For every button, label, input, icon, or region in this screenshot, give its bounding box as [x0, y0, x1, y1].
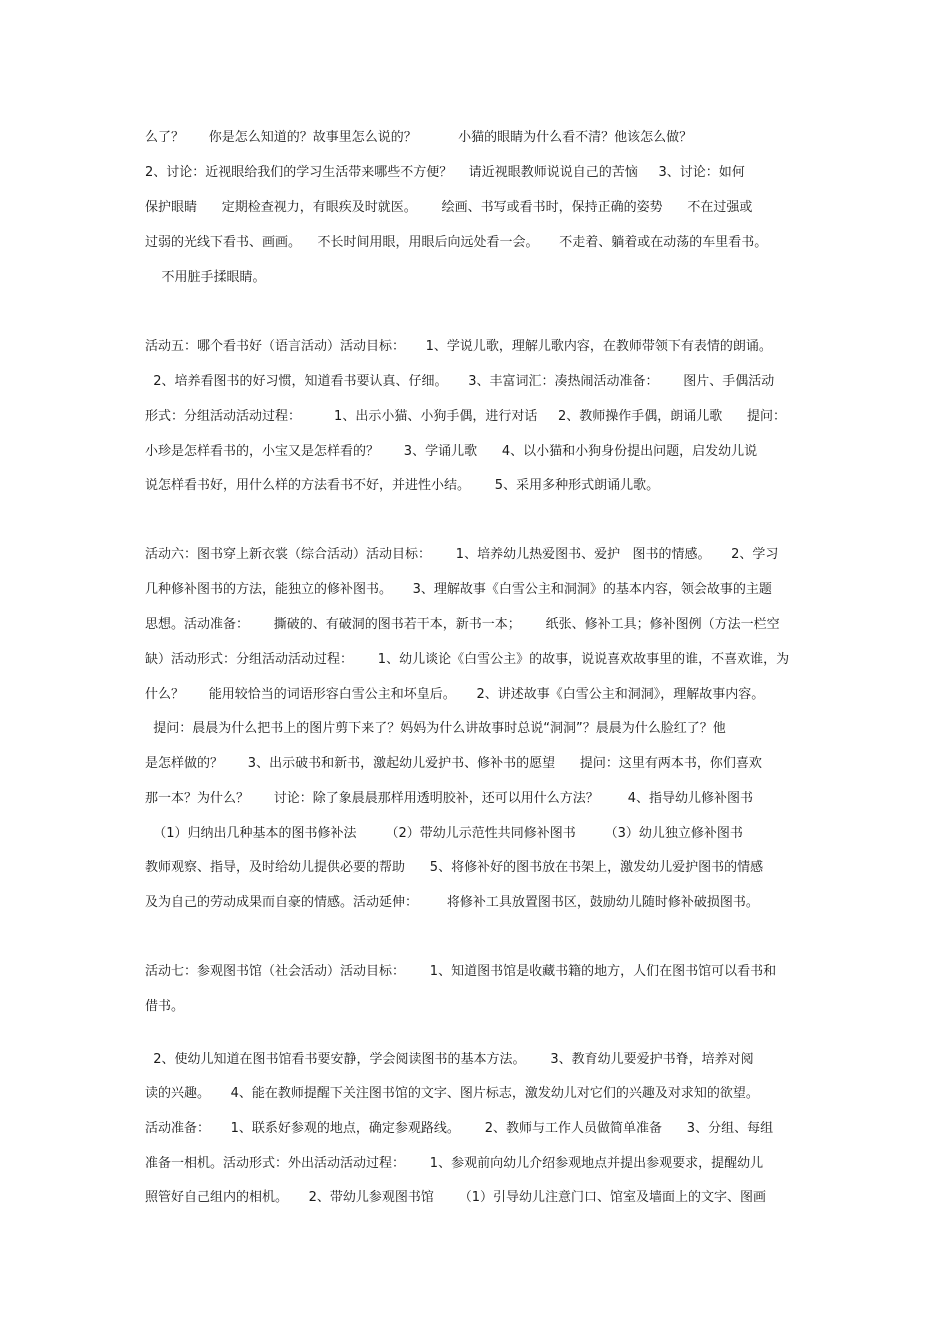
- text-line: 提问：晨晨为什么把书上的图片剪下来了？妈妈为什么讲故事时总说“洞洞”？晨晨为什么脸红了？他: [145, 721, 726, 736]
- text-line: 借书。: [145, 999, 185, 1014]
- text-line: 活动六：图书穿上新衣裳（综合活动）活动目标： 1、培养幼儿热爱图书、爱护 图书的情感。 2、学习: [145, 547, 779, 562]
- text-line: 么了？ 你是怎么知道的？故事里怎么说的？ 小猫的眼睛为什么看不清？他该怎么做？: [145, 130, 693, 145]
- text-line: （1）归纳出几种基本的图书修补法 （2）带幼儿示范性共同修补图书 （3）幼儿独立修补图书: [145, 826, 743, 841]
- text-line: 说怎样看书好，用什么样的方法看书不好，并进性小结。 5、采用多种形式朗诵儿歌。: [145, 478, 660, 493]
- text-line: 什么？ 能用较恰当的词语形容白雪公主和坏皇后。 2、讲述故事《白雪公主和洞洞》，理解故事内容。: [145, 687, 765, 702]
- text-line: 保护眼睛 定期检查视力，有眼疾及时就医。 绘画、书写或看书时，保持正确的姿势 不在过强或: [145, 200, 753, 215]
- text-line: 2、使幼儿知道在图书馆看书要安静，学会阅读图书的基本方法。 3、教育幼儿要爱护书脊，培养对阅: [145, 1052, 754, 1067]
- text-line: 教师观察、指导，及时给幼儿提供必要的帮助 5、将修补好的图书放在书架上，激发幼儿爱护图书的情感: [145, 860, 764, 875]
- text-line: 准备一相机。活动形式：外出活动活动过程： 1、参观前向幼儿介绍参观地点并提出参观要求，提醒幼儿: [145, 1156, 764, 1171]
- text-line: 不用脏手揉眼睛。: [145, 270, 266, 285]
- text-line: 2、培养看图书的好习惯，知道看书要认真、仔细。 3、丰富词汇：凑热闹活动准备： 图片、手偶活动: [145, 374, 775, 389]
- text-line: 缺）活动形式：分组活动活动过程： 1、幼儿谈论《白雪公主》的故事，说说喜欢故事里的谁，不喜欢谁，为: [145, 652, 790, 667]
- text-line: 读的兴趣。 4、能在教师提醒下关注图书馆的文字、图片标志，激发幼儿对它们的兴趣及对求知的欲望。: [145, 1086, 759, 1101]
- text-line: 思想。活动准备： 撕破的、有破洞的图书若干本，新书一本； 纸张、修补工具；修补图例（方法一栏空: [145, 617, 780, 632]
- text-line: 及为自己的劳动成果而自豪的情感。活动延伸： 将修补工具放置图书区，鼓励幼儿随时修补破损图书。: [145, 895, 759, 910]
- text-line: 活动准备： 1、联系好参观的地点，确定参观路线。 2、教师与工作人员做简单准备 3、分组、每组: [145, 1121, 774, 1136]
- text-line: 那一本？为什么？ 讨论：除了象晨晨那样用透明胶补，还可以用什么方法？ 4、指导幼儿修补图书: [145, 791, 753, 806]
- text-line: 照管好自己组内的相机。 2、带幼儿参观图书馆 （1）引导幼儿注意门口、馆室及墙面上的文字、图画: [145, 1190, 766, 1205]
- text-line: 活动七：参观图书馆（社会活动）活动目标： 1、知道图书馆是收藏书籍的地方，人们在图书馆可以看书和: [145, 964, 777, 979]
- text-line: 2、讨论：近视眼给我们的学习生活带来哪些不方便？ 请近视眼教师说说自己的苦恼 3、讨论：如何: [145, 165, 745, 180]
- text-line: 活动五：哪个看书好（语言活动）活动目标： 1、学说儿歌，理解儿歌内容，在教师带领下有表情的朗诵。: [145, 339, 772, 354]
- text-line: 小珍是怎样看书的，小宝又是怎样看的？ 3、学诵儿歌 4、以小猫和小狗身份提出问题，启发幼儿说: [145, 444, 758, 459]
- text-line: 是怎样做的？ 3、出示破书和新书，激起幼儿爱护书、修补书的愿望 提问：这里有两本书，你们喜欢: [145, 756, 762, 771]
- text-line: 过弱的光线下看书、画画。 不长时间用眼，用眼后向远处看一会。 不走着、躺着或在动荡的车里看书。: [145, 235, 768, 250]
- text-line: 几种修补图书的方法，能独立的修补图书。 3、理解故事《白雪公主和洞洞》的基本内容，领会故事的主题: [145, 582, 772, 597]
- text-line: 形式：分组活动活动过程： 1、出示小猫、小狗手偶，进行对话 2、教师操作手偶，朗诵儿歌 提问：: [145, 409, 787, 424]
